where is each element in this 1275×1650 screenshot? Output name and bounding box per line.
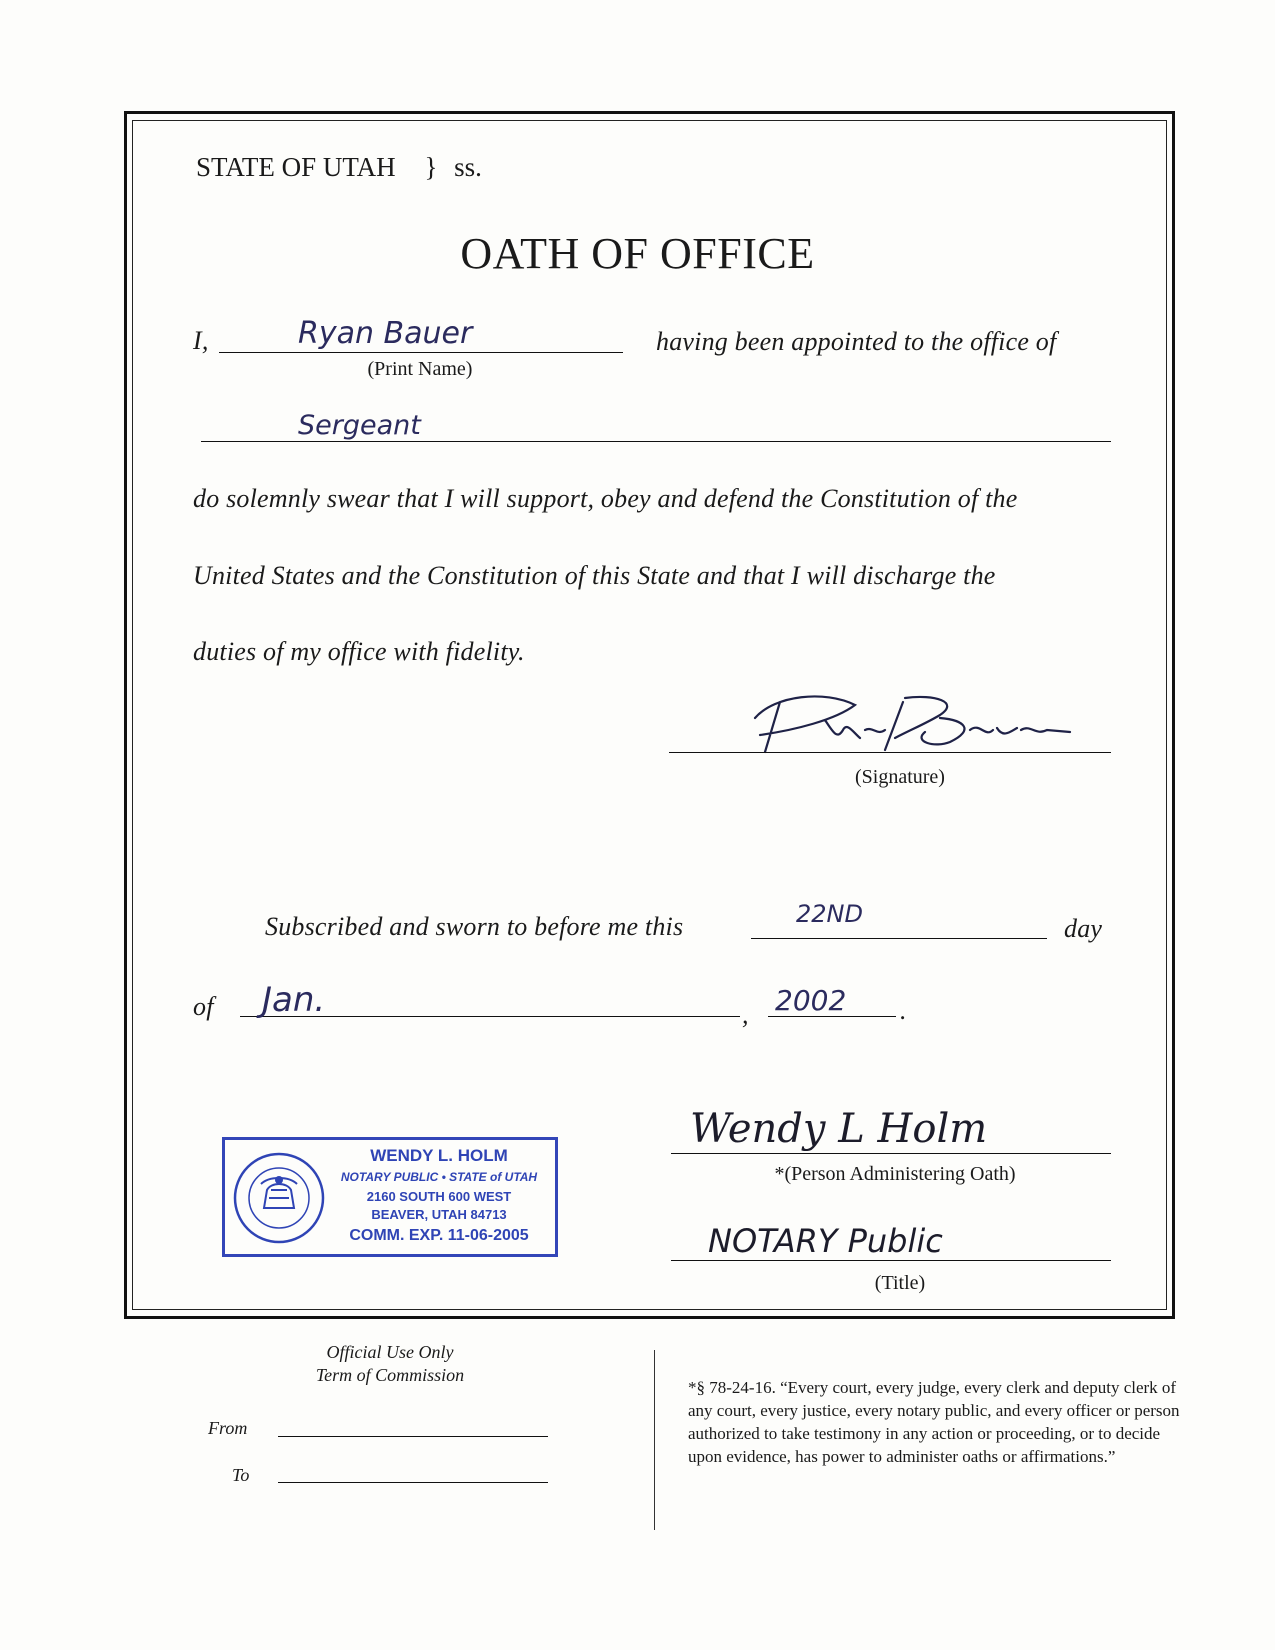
state-name: STATE OF UTAH bbox=[196, 152, 396, 182]
title-caption: (Title) bbox=[874, 1272, 926, 1294]
officer-signature bbox=[735, 690, 1075, 760]
signature-caption: (Signature) bbox=[855, 766, 945, 788]
print-name-line bbox=[219, 352, 623, 353]
ss-abbrev: ss. bbox=[454, 152, 482, 182]
stamp-line-expiration: COMM. EXP. 11-06-2005 bbox=[349, 1227, 529, 1244]
administrator-title-value: NOTARY Public bbox=[708, 1222, 943, 1260]
sworn-intro: Subscribed and sworn to before me this bbox=[265, 912, 684, 941]
year-value: 2002 bbox=[775, 984, 847, 1017]
to-line bbox=[278, 1482, 548, 1483]
day-line bbox=[751, 938, 1047, 939]
day-value: 22ND bbox=[796, 900, 863, 928]
oath-paragraph-line-2: United States and the Constitution of this State and that I will discharge the bbox=[193, 561, 996, 590]
of-label: of bbox=[193, 992, 214, 1021]
oath-paragraph-line-3: duties of my office with fidelity. bbox=[193, 637, 525, 666]
oath-i-prefix: I, bbox=[193, 326, 209, 355]
notary-stamp bbox=[222, 1137, 558, 1257]
month-value: Jan. bbox=[262, 980, 326, 1020]
office-value: Sergeant bbox=[298, 410, 421, 441]
stamp-line-city: BEAVER, UTAH 84713 bbox=[371, 1207, 507, 1222]
ss-brace: } bbox=[424, 152, 438, 182]
office-line bbox=[201, 441, 1111, 442]
from-line bbox=[278, 1436, 548, 1437]
state-seal-icon bbox=[231, 1150, 327, 1246]
official-use-heading: Official Use Only bbox=[326, 1342, 454, 1362]
stamp-line-name: WENDY L. HOLM bbox=[370, 1146, 508, 1165]
state-seal bbox=[231, 1150, 327, 1246]
appointed-text: having been appointed to the office of bbox=[656, 327, 1057, 356]
to-label: To bbox=[232, 1465, 250, 1485]
title-line bbox=[671, 1260, 1111, 1261]
print-name-caption: (Print Name) bbox=[367, 358, 473, 380]
oath-paragraph-line-1: do solemnly swear that I will support, obey and defend the Constitution of the bbox=[193, 484, 1018, 513]
term-of-commission-heading: Term of Commission bbox=[315, 1365, 465, 1385]
day-label: day bbox=[1064, 914, 1103, 943]
administrator-caption: *(Person Administering Oath) bbox=[774, 1163, 1016, 1185]
stamp-line-title: NOTARY PUBLIC • STATE of UTAH bbox=[340, 1170, 538, 1184]
year-period: . bbox=[900, 996, 907, 1025]
administrator-signature: Wendy L Holm bbox=[690, 1106, 988, 1152]
from-label: From bbox=[208, 1418, 248, 1438]
administrator-signature-line bbox=[671, 1153, 1111, 1154]
stamp-line-address: 2160 SOUTH 600 WEST bbox=[366, 1189, 512, 1204]
month-comma: , bbox=[742, 1000, 749, 1029]
state-heading bbox=[196, 152, 482, 183]
statute-note: *§ 78-24-16. “Every court, every judge, every clerk and deputy clerk of any court, every justice, every notary public, and every officer or person authorized to take testimony in any action or proceeding, or to decide upon evidence, has power to administer oaths or affirmations.” bbox=[688, 1378, 1180, 1466]
officer-signature-drawing bbox=[735, 690, 1075, 760]
document-title: OATH OF OFFICE bbox=[460, 229, 815, 278]
signature-line bbox=[669, 752, 1111, 753]
footer-divider bbox=[654, 1350, 655, 1530]
print-name-value: Ryan Bauer bbox=[298, 316, 473, 351]
